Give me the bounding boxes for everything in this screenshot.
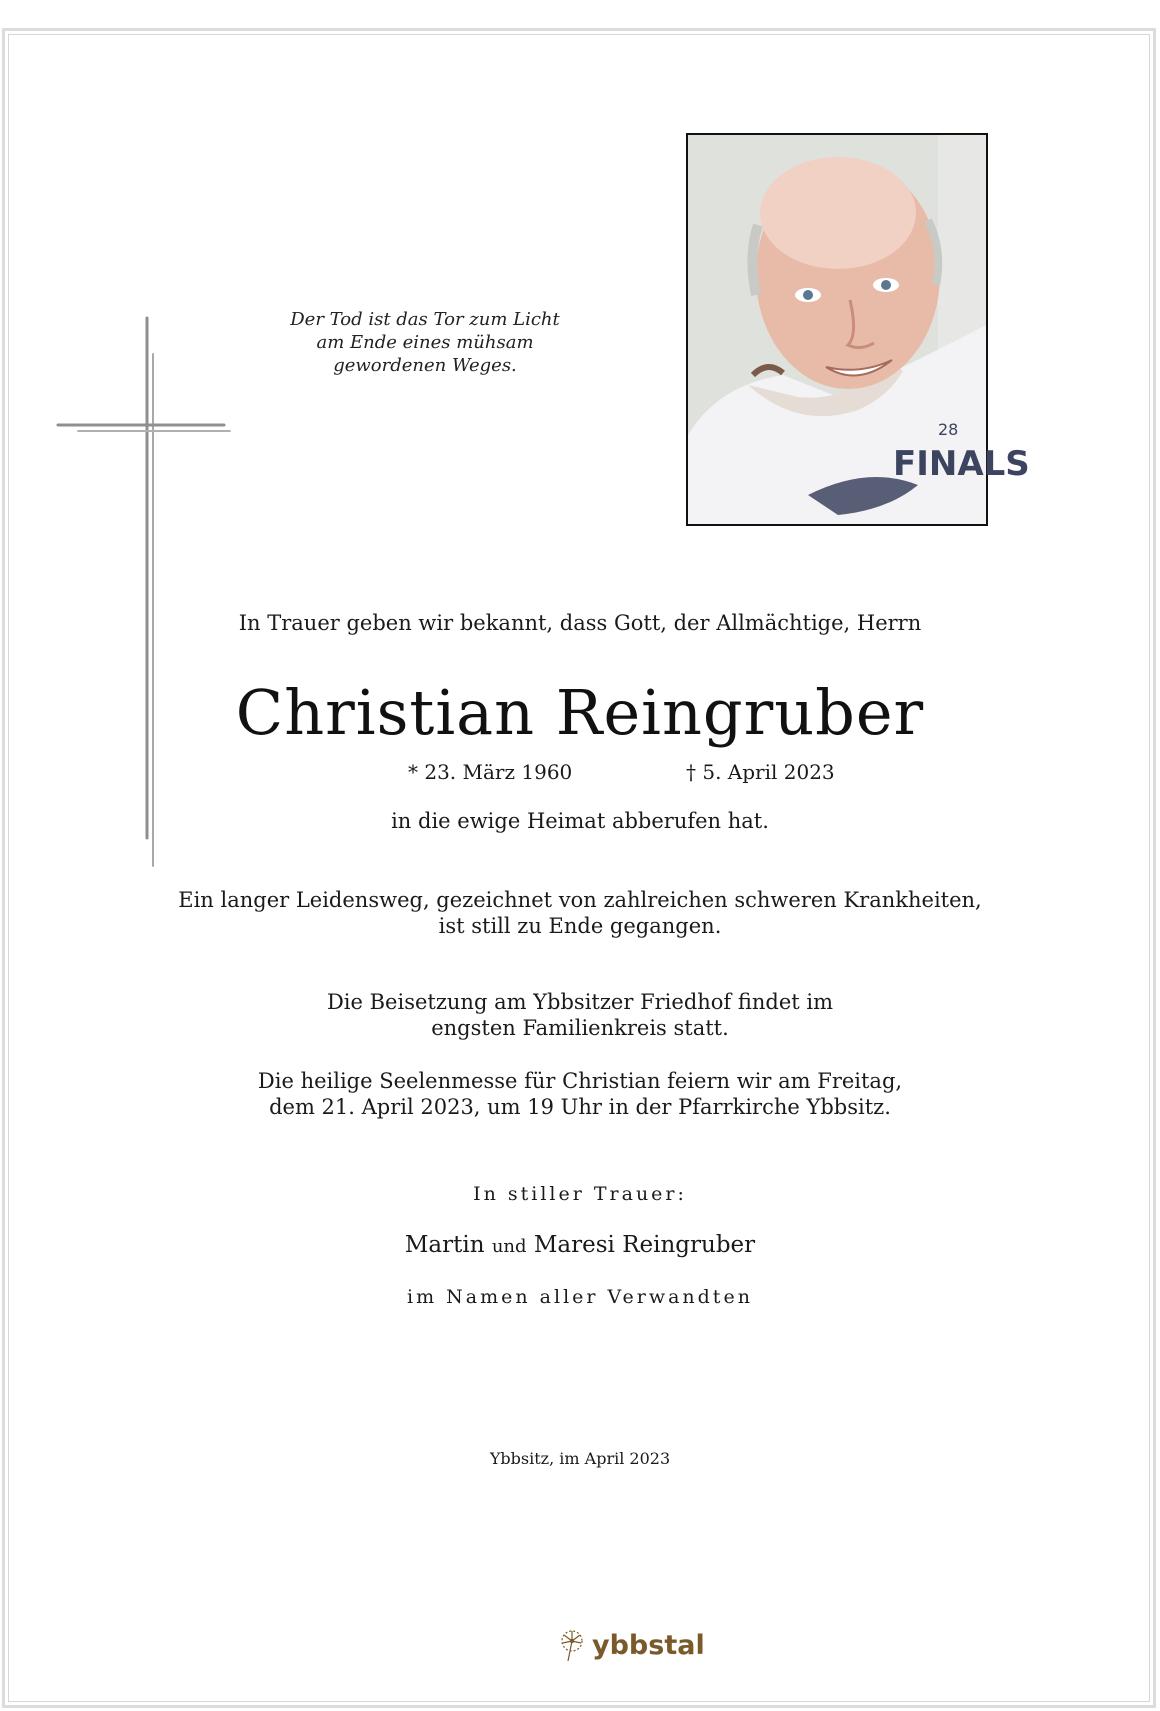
shirt-number: 28 bbox=[938, 420, 959, 439]
paragraph-line: ist still zu Ende gegangen. bbox=[438, 914, 722, 938]
paragraph-line: Ein langer Leidensweg, gezeichnet von zahlreichen schweren Krankheiten, bbox=[178, 888, 982, 912]
paragraph-line: engsten Familienkreis statt. bbox=[431, 1016, 729, 1040]
deceased-name: Christian Reingruber bbox=[235, 676, 925, 749]
quote-line: Der Tod ist das Tor zum Licht bbox=[290, 309, 560, 330]
mourner-first: Martin bbox=[404, 1232, 485, 1258]
paragraph-mass bbox=[0, 1068, 1160, 1120]
relatives-text: im Namen aller Verwandten bbox=[407, 1286, 753, 1308]
death-date: † 5. April 2023 bbox=[686, 760, 835, 784]
quote-line: gewordenen Weges. bbox=[333, 355, 517, 376]
intro-text: In Trauer geben wir bekannt, dass Gott, der Allmächtige, Herrn bbox=[238, 611, 922, 635]
logo-text: ybbstal bbox=[592, 1629, 705, 1661]
paragraph-burial bbox=[0, 989, 1160, 1041]
paragraph-line: dem 21. April 2023, um 19 Uhr in der Pfarrkirche Ybbsitz. bbox=[269, 1095, 891, 1119]
mourner-connector: und bbox=[491, 1236, 527, 1257]
mourning-heading: In stiller Trauer: bbox=[473, 1183, 687, 1205]
quote bbox=[250, 308, 600, 377]
family-names bbox=[0, 1232, 1160, 1258]
quote-line: am Ende eines mühsam bbox=[316, 332, 534, 353]
portrait-photo bbox=[686, 133, 1030, 526]
paragraph-illness bbox=[0, 887, 1160, 939]
mourner-second: Maresi Reingruber bbox=[533, 1232, 756, 1258]
paragraph-line: Die heilige Seelenmesse für Christian feiern wir am Freitag, bbox=[257, 1069, 903, 1093]
dandelion-icon bbox=[556, 1627, 588, 1663]
ybbstal-logo bbox=[556, 1625, 705, 1665]
birth-date: * 23. März 1960 bbox=[408, 760, 573, 784]
cross-icon bbox=[58, 318, 238, 868]
shirt-text: FINALS bbox=[893, 444, 1030, 484]
place-date: Ybbsitz, im April 2023 bbox=[489, 1449, 671, 1468]
called-home-text: in die ewige Heimat abberufen hat. bbox=[391, 809, 769, 833]
paragraph-line: Die Beisetzung am Ybbsitzer Friedhof findet im bbox=[326, 990, 834, 1014]
